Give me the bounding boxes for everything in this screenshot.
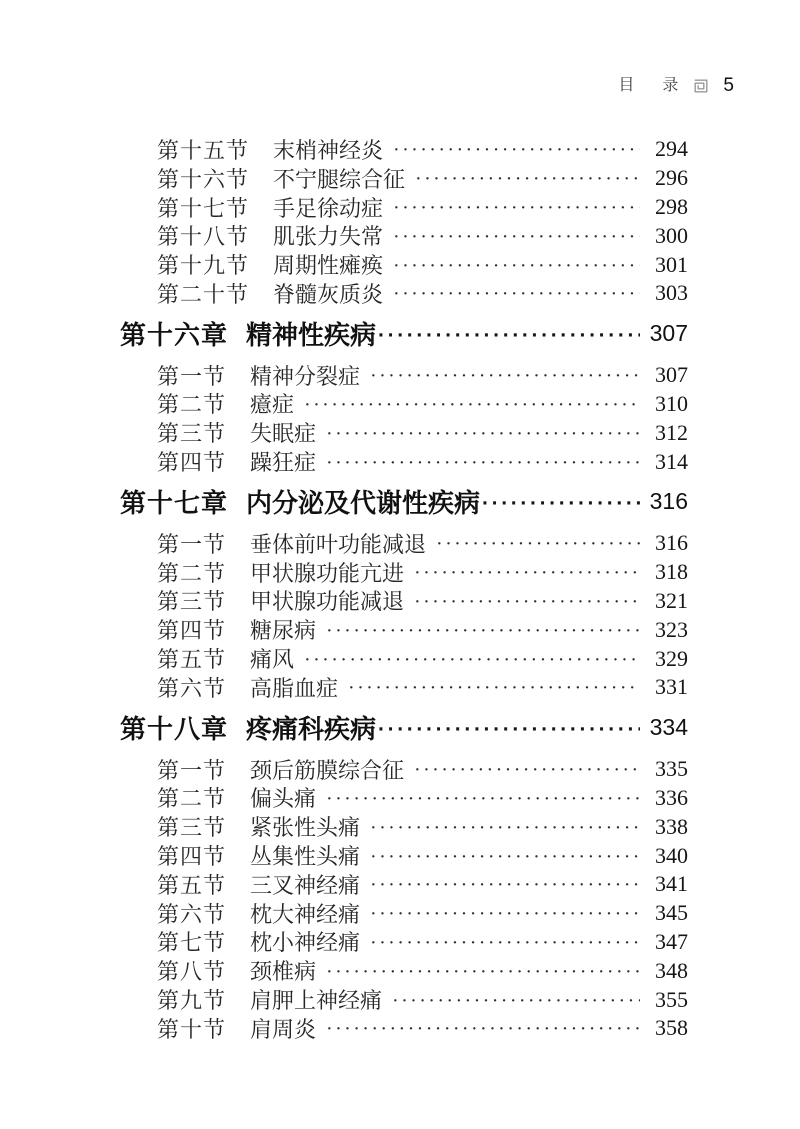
dot-leader [393,280,640,306]
section-title: 手足徐动症 [273,195,384,221]
toc-section-row [157,784,688,813]
section-title: 垂体前叶功能减退 [250,531,427,557]
dot-leader [370,929,640,955]
toc-section-row [157,899,688,928]
section-title: 周期性瘫痪 [273,253,384,279]
section-label: 第一节 [157,363,227,389]
dot-leader [304,391,640,417]
chapter-page-number: 334 [649,714,688,741]
toc-section-row [157,755,688,784]
chapter-title: 精神性疾病 [246,320,377,351]
section-label: 第二十节 [157,281,250,307]
section-label: 第十六节 [157,166,250,192]
section-label: 第四节 [157,450,227,476]
header-page-number: 5 [723,75,734,96]
section-title: 三叉神经痛 [250,872,361,898]
toc-section-row [157,529,688,558]
section-title: 脊髓灰质炎 [273,281,384,307]
section-title: 癔症 [250,392,295,418]
section-title: 躁狂症 [250,450,317,476]
toc-section-row [157,841,688,870]
section-label: 第一节 [157,531,227,557]
section-title: 丛集性头痛 [250,844,361,870]
section-label: 第十九节 [157,253,250,279]
chapter-title: 疼痛科疾病 [246,714,377,745]
section-label: 第二节 [157,560,227,586]
toc-section-row [157,615,688,644]
section-title: 失眠症 [250,421,317,447]
section-page-number: 318 [655,559,688,585]
section-page-number: 340 [655,842,688,868]
section-label: 第六节 [157,901,227,927]
section-title: 痛风 [250,647,295,673]
toc-section-row [157,221,688,250]
section-page-number: 296 [655,165,688,191]
dot-leader [370,814,640,840]
section-label: 第十节 [157,1016,227,1042]
toc-chapter-row [120,485,688,519]
section-label: 第四节 [157,618,227,644]
section-label: 第三节 [157,421,227,447]
toc-section-row [157,193,688,222]
section-title: 枕小神经痛 [250,930,361,956]
section-label: 第一节 [157,757,227,783]
section-page-number: 300 [655,222,688,248]
toc-section-row [157,956,688,985]
toc-section-row [157,673,688,702]
section-label: 第九节 [157,988,227,1014]
section-page-number: 301 [655,251,688,277]
toc-section-row [157,361,688,390]
toc-section-row [157,812,688,841]
square-spiral-icon [693,78,709,94]
toc-section-row [157,985,688,1014]
section-page-number: 307 [655,362,688,388]
dot-leader [326,420,640,446]
section-label: 第十七节 [157,195,250,221]
dot-leader [393,223,640,249]
chapter-page-number: 307 [649,320,688,347]
section-page-number: 336 [655,784,688,810]
section-label: 第二节 [157,392,227,418]
section-page-number: 341 [655,871,688,897]
running-head [618,76,734,95]
toc-section-row [157,418,688,447]
section-title: 末梢神经炎 [273,137,384,163]
dot-leader [393,136,640,162]
dot-leader [326,1015,640,1041]
chapter-label: 第十六章 [120,320,229,351]
section-label: 第五节 [157,647,227,673]
section-label: 第三节 [157,815,227,841]
chapter-label: 第十八章 [120,714,229,745]
section-title: 不宁腿综合征 [273,166,406,192]
section-title: 肩胛上神经痛 [250,988,383,1014]
toc-section-row [157,447,688,476]
dot-leader [304,646,640,672]
dot-leader [326,785,640,811]
dot-leader [393,194,640,220]
dot-leader [393,252,640,278]
toc-chapter-row [120,317,688,351]
toc-section-row [157,164,688,193]
section-page-number: 348 [655,957,688,983]
section-label: 第三节 [157,589,227,615]
dot-leader [370,871,640,897]
section-label: 第二节 [157,786,227,812]
section-page-number: 345 [655,900,688,926]
dot-leader [370,843,640,869]
section-page-number: 355 [655,986,688,1012]
toc-section-row [157,135,688,164]
section-page-number: 316 [655,530,688,556]
section-title: 偏头痛 [250,786,317,812]
toc-section-row [157,279,688,308]
dot-leader [414,756,640,782]
dot-leader [326,617,640,643]
section-label: 第八节 [157,959,227,985]
section-page-number: 310 [655,390,688,416]
section-page-number: 335 [655,756,688,782]
dot-leader [348,674,640,700]
section-page-number: 298 [655,193,688,219]
dot-leader [414,588,640,614]
section-title: 高脂血症 [250,675,339,701]
dot-leader [378,318,640,349]
chapter-title: 内分泌及代谢性疾病 [246,488,481,519]
section-page-number: 314 [655,448,688,474]
section-label: 第十八节 [157,224,250,250]
header-title-char: 目 [618,76,635,94]
section-page-number: 321 [655,587,688,613]
section-title: 精神分裂症 [250,363,361,389]
toc-list [120,135,688,1043]
chapter-page-number: 316 [649,488,688,515]
toc-section-row [157,587,688,616]
dot-leader [415,165,640,191]
section-page-number: 329 [655,645,688,671]
toc-section-row [157,1014,688,1043]
dot-leader [326,449,640,475]
dot-leader [326,958,640,984]
section-page-number: 347 [655,928,688,954]
section-label: 第十五节 [157,137,250,163]
section-title: 颈后筋膜综合征 [250,757,405,783]
dot-leader [436,530,640,556]
section-title: 枕大神经痛 [250,901,361,927]
section-page-number: 294 [655,136,688,162]
section-title: 紧张性头痛 [250,815,361,841]
section-page-number: 358 [655,1015,688,1041]
section-label: 第四节 [157,844,227,870]
section-title: 甲状腺功能减退 [250,589,405,615]
section-page-number: 323 [655,616,688,642]
dot-leader [370,900,640,926]
dot-leader [392,987,640,1013]
dot-leader [482,486,640,517]
section-page-number: 312 [655,419,688,445]
dot-leader [414,559,640,585]
toc-section-row [157,250,688,279]
toc-section-row [157,928,688,957]
section-page-number: 338 [655,813,688,839]
section-title: 肩周炎 [250,1016,317,1042]
dot-leader [378,712,640,743]
section-label: 第五节 [157,872,227,898]
section-title: 甲状腺功能亢进 [250,560,405,586]
chapter-label: 第十七章 [120,488,229,519]
section-page-number: 331 [655,674,688,700]
section-title: 糖尿病 [250,618,317,644]
toc-section-row [157,870,688,899]
toc-chapter-row [120,711,688,745]
section-title: 颈椎病 [250,959,317,985]
section-title: 肌张力失常 [273,224,384,250]
section-label: 第六节 [157,675,227,701]
section-label: 第七节 [157,930,227,956]
toc-section-row [157,390,688,419]
toc-section-row [157,558,688,587]
toc-section-row [157,644,688,673]
header-title-char: 录 [662,76,679,94]
dot-leader [370,362,640,388]
section-page-number: 303 [655,280,688,306]
